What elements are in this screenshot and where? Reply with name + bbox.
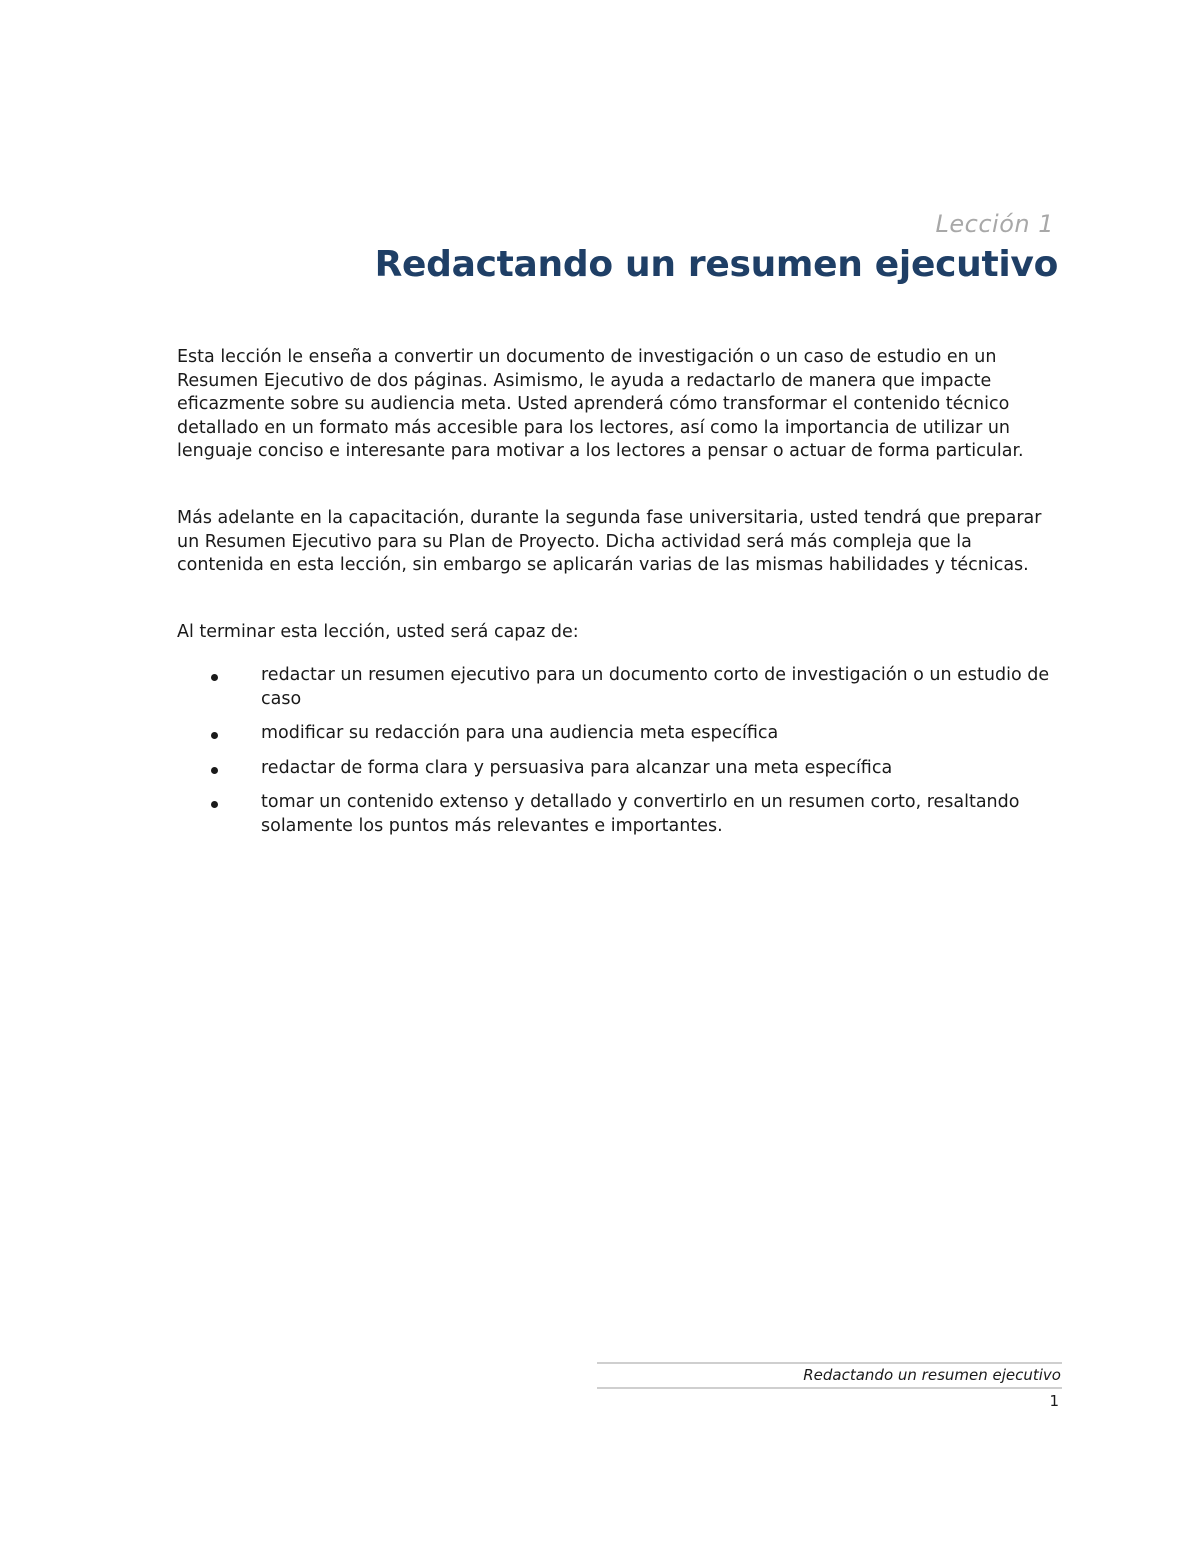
footer-running-title: Redactando un resumen ejecutivo [803,1366,1061,1384]
objective-text: tomar un contenido extenso y detallado y convertirlo en un resumen corto, resaltando solamente los puntos más relevantes e importantes. [261,792,1020,836]
list-item [177,791,1057,838]
bullet-icon [211,732,218,739]
footer-divider-bottom [597,1387,1062,1389]
objectives-intro: Al terminar esta lección, usted será capaz de: [177,622,579,642]
context-paragraph: Más adelante en la capacitación, durante la segunda fase universitaria, usted tendrá que preparar un Resumen Ejecutivo para su Plan de Proyecto. Dicha actividad será más compleja que la contenida en esta lección, sin embargo se aplicarán varias de las mismas habilidades y técnicas. [177,508,1042,576]
bullet-icon [211,674,218,681]
list-item [177,722,1057,746]
lesson-label: Lección 1 [935,210,1054,238]
list-item [177,757,1057,781]
bullet-icon [211,801,218,808]
list-item [177,664,1057,711]
objectives-list [177,664,1057,850]
objective-text: redactar un resumen ejecutivo para un documento corto de investigación o un estudio de caso [261,665,1050,709]
footer-divider-top [597,1362,1062,1364]
page-number: 1 [1049,1392,1059,1410]
bullet-icon [211,767,218,774]
intro-paragraph: Esta lección le enseña a convertir un documento de investigación o un caso de estudio en un Resumen Ejecutivo de dos páginas. Asimismo, le ayuda a redactarlo de manera que impacte eficazmente sobre su audiencia meta. Usted aprenderá cómo transformar el contenido técnico detallado en un formato más accesible para los lectores, así como la importancia de utilizar un lenguaje conciso e interesante para motivar a los lectores a pensar o actuar de forma particular. [177,347,1024,462]
objective-text: redactar de forma clara y persuasiva para alcanzar una meta específica [261,757,893,778]
objective-text: modificar su redacción para una audiencia meta específica [261,723,779,744]
page-title: Redactando un resumen ejecutivo [374,244,1058,285]
